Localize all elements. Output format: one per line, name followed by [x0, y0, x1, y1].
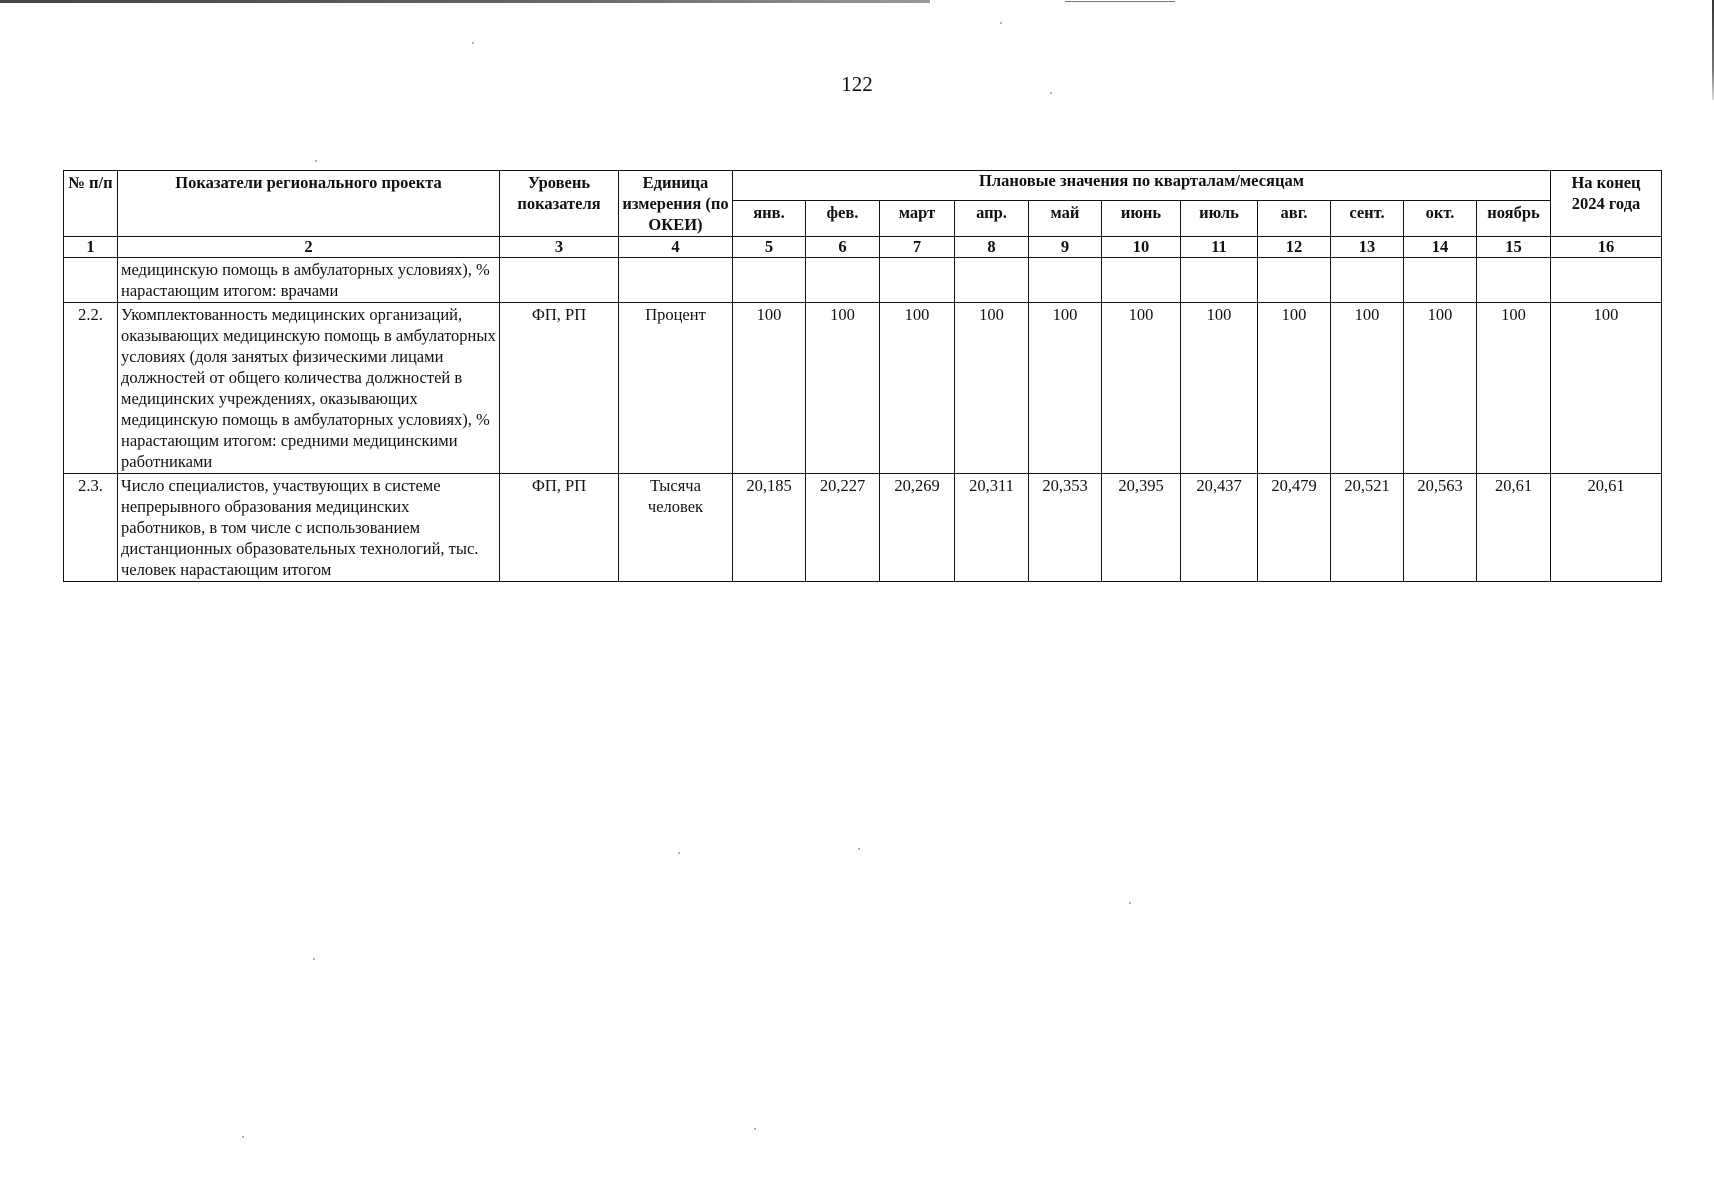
row-level: ФП, РП: [500, 474, 619, 582]
column-number: 1: [64, 237, 118, 258]
header-month: окт.: [1404, 201, 1477, 237]
row-value: 100: [1181, 303, 1258, 474]
row-value: 20,227: [806, 474, 880, 582]
scan-speckle: [1129, 902, 1131, 904]
scan-speckle: [472, 42, 474, 44]
column-number: 7: [880, 237, 955, 258]
row-value: 100: [880, 303, 955, 474]
scan-artifact-top-2: [1065, 1, 1175, 2]
column-number: 8: [955, 237, 1029, 258]
header-month: июнь: [1102, 201, 1181, 237]
row-unit: Процент: [619, 303, 733, 474]
row-value: 100: [733, 303, 806, 474]
row-value: [1258, 258, 1331, 303]
row-value: 20,521: [1331, 474, 1404, 582]
header-row-1: [64, 171, 1662, 201]
row-value: [1404, 258, 1477, 303]
header-month: май: [1029, 201, 1102, 237]
header-month: ноябрь: [1477, 201, 1551, 237]
header-end-of-year: На конец 2024 года: [1551, 171, 1662, 237]
header-month: авг.: [1258, 201, 1331, 237]
column-number: 3: [500, 237, 619, 258]
table-row: [64, 303, 1662, 474]
column-number: 4: [619, 237, 733, 258]
row-indicator: Число специалистов, участвующих в системе непрерывного образования медицинских работников, в том числе с использованием дистанционных образовательных технологий, тыс. человек нарастающим итогом: [118, 474, 500, 582]
row-value: 100: [1477, 303, 1551, 474]
row-value: 100: [955, 303, 1029, 474]
row-value: [1102, 258, 1181, 303]
scan-artifact-top: [0, 0, 930, 3]
column-number: 5: [733, 237, 806, 258]
row-num: [64, 258, 118, 303]
header-month: фев.: [806, 201, 880, 237]
row-value: 100: [1404, 303, 1477, 474]
column-number: 16: [1551, 237, 1662, 258]
row-end-value: 100: [1551, 303, 1662, 474]
row-num: 2.3.: [64, 474, 118, 582]
scan-speckle: [858, 848, 860, 850]
regional-project-table: [63, 170, 1662, 582]
column-number: 12: [1258, 237, 1331, 258]
row-indicator: Укомплектованность медицинских организаций, оказывающих медицинскую помощь в амбулаторных условиях (доля занятых физическими лицами должностей от общего количества должностей в медицинских учреждениях, оказывающих медицинскую помощь в амбулаторных условиях), % нарастающим итогом: средними медицинскими работниками: [118, 303, 500, 474]
column-number: 15: [1477, 237, 1551, 258]
header-planned-values: Плановые значения по кварталам/месяцам: [733, 171, 1551, 201]
page-number: 122: [841, 72, 873, 96]
column-number: 11: [1181, 237, 1258, 258]
header-unit: Единица измерения (по ОКЕИ): [619, 171, 733, 237]
header-month: март: [880, 201, 955, 237]
scan-speckle: [313, 958, 315, 960]
row-unit: [619, 258, 733, 303]
column-number-row: [64, 237, 1662, 258]
row-value: [880, 258, 955, 303]
row-level: ФП, РП: [500, 303, 619, 474]
column-number: 6: [806, 237, 880, 258]
row-num: 2.2.: [64, 303, 118, 474]
table-row: [64, 258, 1662, 303]
row-indicator: медицинскую помощь в амбулаторных условиях), % нарастающим итогом: врачами: [118, 258, 500, 303]
row-value: 100: [1102, 303, 1181, 474]
row-value: 100: [806, 303, 880, 474]
scan-speckle: [1000, 22, 1002, 24]
row-value: [955, 258, 1029, 303]
header-month: сент.: [1331, 201, 1404, 237]
row-value: [1181, 258, 1258, 303]
row-value: 20,479: [1258, 474, 1331, 582]
row-end-value: 20,61: [1551, 474, 1662, 582]
row-value: 20,563: [1404, 474, 1477, 582]
row-value: 100: [1029, 303, 1102, 474]
scan-speckle: [754, 1128, 756, 1130]
row-value: [733, 258, 806, 303]
row-value: 20,353: [1029, 474, 1102, 582]
row-unit: Тысяча человек: [619, 474, 733, 582]
scan-speckle: [315, 160, 317, 162]
row-value: [1331, 258, 1404, 303]
row-value: [806, 258, 880, 303]
header-num: № п/п: [64, 171, 118, 237]
row-value: [1029, 258, 1102, 303]
row-value: 20,395: [1102, 474, 1181, 582]
row-value: 20,437: [1181, 474, 1258, 582]
header-month: янв.: [733, 201, 806, 237]
row-value: 20,311: [955, 474, 1029, 582]
row-level: [500, 258, 619, 303]
row-value: 100: [1258, 303, 1331, 474]
scan-speckle: [242, 1136, 244, 1138]
column-number: 2: [118, 237, 500, 258]
header-month: июль: [1181, 201, 1258, 237]
row-value: 100: [1331, 303, 1404, 474]
header-level: Уровень показателя: [500, 171, 619, 237]
header-indicator: Показатели регионального проекта: [118, 171, 500, 237]
column-number: 9: [1029, 237, 1102, 258]
header-month: апр.: [955, 201, 1029, 237]
row-value: 20,185: [733, 474, 806, 582]
row-value: [1477, 258, 1551, 303]
scan-speckle: [1050, 92, 1052, 94]
row-value: 20,269: [880, 474, 955, 582]
row-end-value: [1551, 258, 1662, 303]
column-number: 13: [1331, 237, 1404, 258]
column-number: 14: [1404, 237, 1477, 258]
scan-speckle: [678, 852, 680, 854]
table-row: [64, 474, 1662, 582]
row-value: 20,61: [1477, 474, 1551, 582]
column-number: 10: [1102, 237, 1181, 258]
